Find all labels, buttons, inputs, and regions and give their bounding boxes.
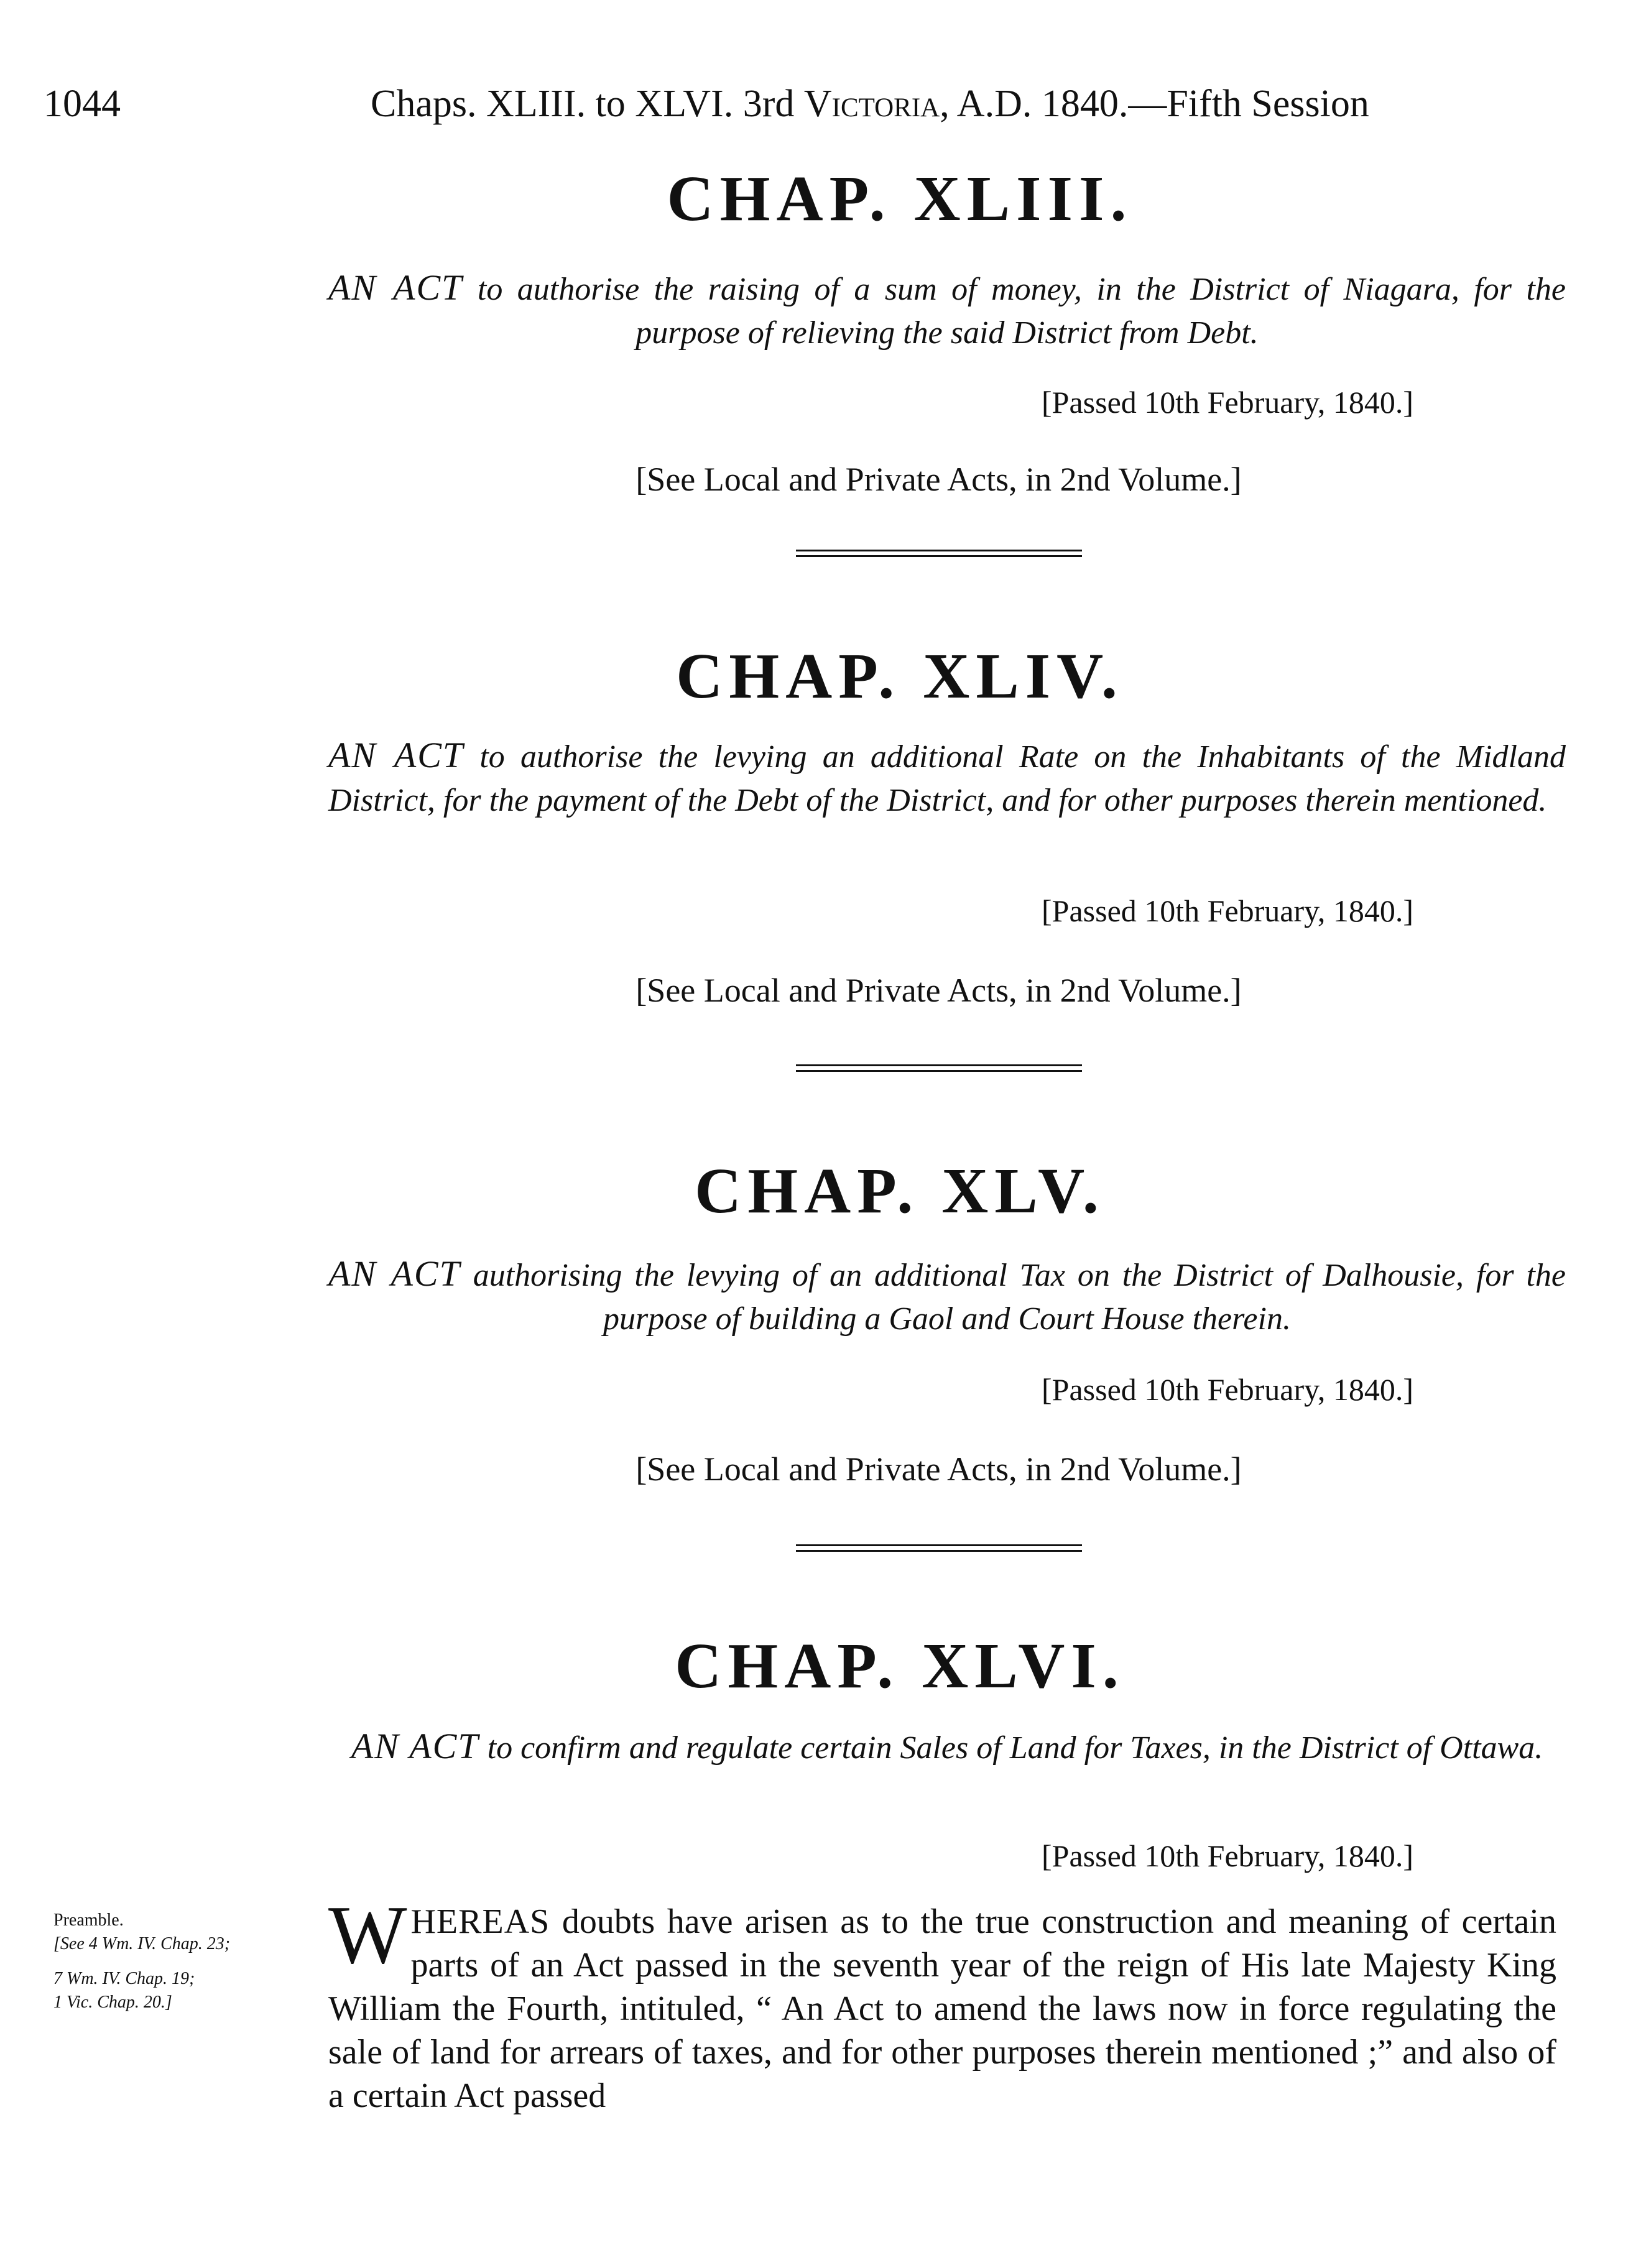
running-head-text-2: , A.D. 1840.—Fifth Session xyxy=(940,83,1369,125)
act-lead: AN ACT xyxy=(351,1726,479,1766)
body-text: doubts have arisen as to the true construction and meaning of certain parts of an Act passed in the seventh year of the reign of His late Majesty King William the Fourth, intituled, “ An Act to amend the laws now in force regulating the sale of land for arrears of taxes, and for other purposes therein mentioned ;” and also of a certain Act passed xyxy=(328,1902,1556,2115)
chapter-title: CHAP. XLIII. xyxy=(667,163,1133,234)
double-rule-divider xyxy=(796,1544,1082,1552)
margin-notes xyxy=(53,1909,315,2014)
passed-date: [Passed 10th February, 1840.] xyxy=(1042,1838,1414,1873)
first-word: HEREAS xyxy=(410,1902,550,1941)
act-title xyxy=(328,1725,1566,1770)
drop-cap: W xyxy=(328,1889,407,1981)
act-text: authorising the levying of an additional Tax on the District of Dalhousie, for the purpose of building a Gaol and Court House therein. xyxy=(460,1258,1566,1337)
preamble-body xyxy=(328,1889,1556,2118)
margin-note-reference: 7 Wm. IV. Chap. 19; xyxy=(53,1969,195,1988)
running-head xyxy=(371,85,1369,123)
running-head-text-1: Chaps. XLIII. to XLVI. 3rd xyxy=(371,83,804,125)
passed-date: [Passed 10th February, 1840.] xyxy=(1042,893,1414,928)
double-rule-divider xyxy=(796,1064,1082,1072)
page-number: 1044 xyxy=(44,83,121,125)
running-head-smallcaps: Victoria xyxy=(803,83,940,125)
see-reference: [See Local and Private Acts, in 2nd Volume.] xyxy=(636,972,1242,1009)
act-lead: AN ACT xyxy=(328,735,465,775)
chapter-title: CHAP. XLIV. xyxy=(676,640,1124,712)
act-text: to authorise the levying an additional Rate on the Inhabitants of the Midland District, for the payment of the Debt of the District, and for other purposes therein mentioned. xyxy=(328,739,1566,818)
act-text: to confirm and regulate certain Sales of Land for Taxes, in the District of Ottawa. xyxy=(479,1730,1543,1766)
act-text: to authorise the raising of a sum of money, in the District of Niagara, for the purpose of relieving the said District from Debt. xyxy=(463,272,1566,351)
double-rule-divider xyxy=(796,550,1082,557)
see-reference: [See Local and Private Acts, in 2nd Volume.] xyxy=(636,461,1242,498)
act-lead: AN ACT xyxy=(328,267,463,308)
act-lead: AN ACT xyxy=(328,1253,461,1294)
passed-date: [Passed 10th February, 1840.] xyxy=(1042,385,1414,420)
margin-note-reference: [See 4 Wm. IV. Chap. 23; xyxy=(53,1934,231,1953)
act-title xyxy=(328,734,1566,823)
act-title xyxy=(328,266,1566,355)
margin-note-preamble: Preamble. xyxy=(53,1911,124,1930)
margin-note-reference: 1 Vic. Chap. 20.] xyxy=(53,1993,172,2012)
see-reference: [See Local and Private Acts, in 2nd Volume.] xyxy=(636,1450,1242,1488)
passed-date: [Passed 10th February, 1840.] xyxy=(1042,1372,1414,1407)
chapter-title: CHAP. XLV. xyxy=(695,1155,1105,1227)
chapter-title: CHAP. XLVI. xyxy=(675,1630,1125,1702)
act-title xyxy=(328,1252,1566,1341)
